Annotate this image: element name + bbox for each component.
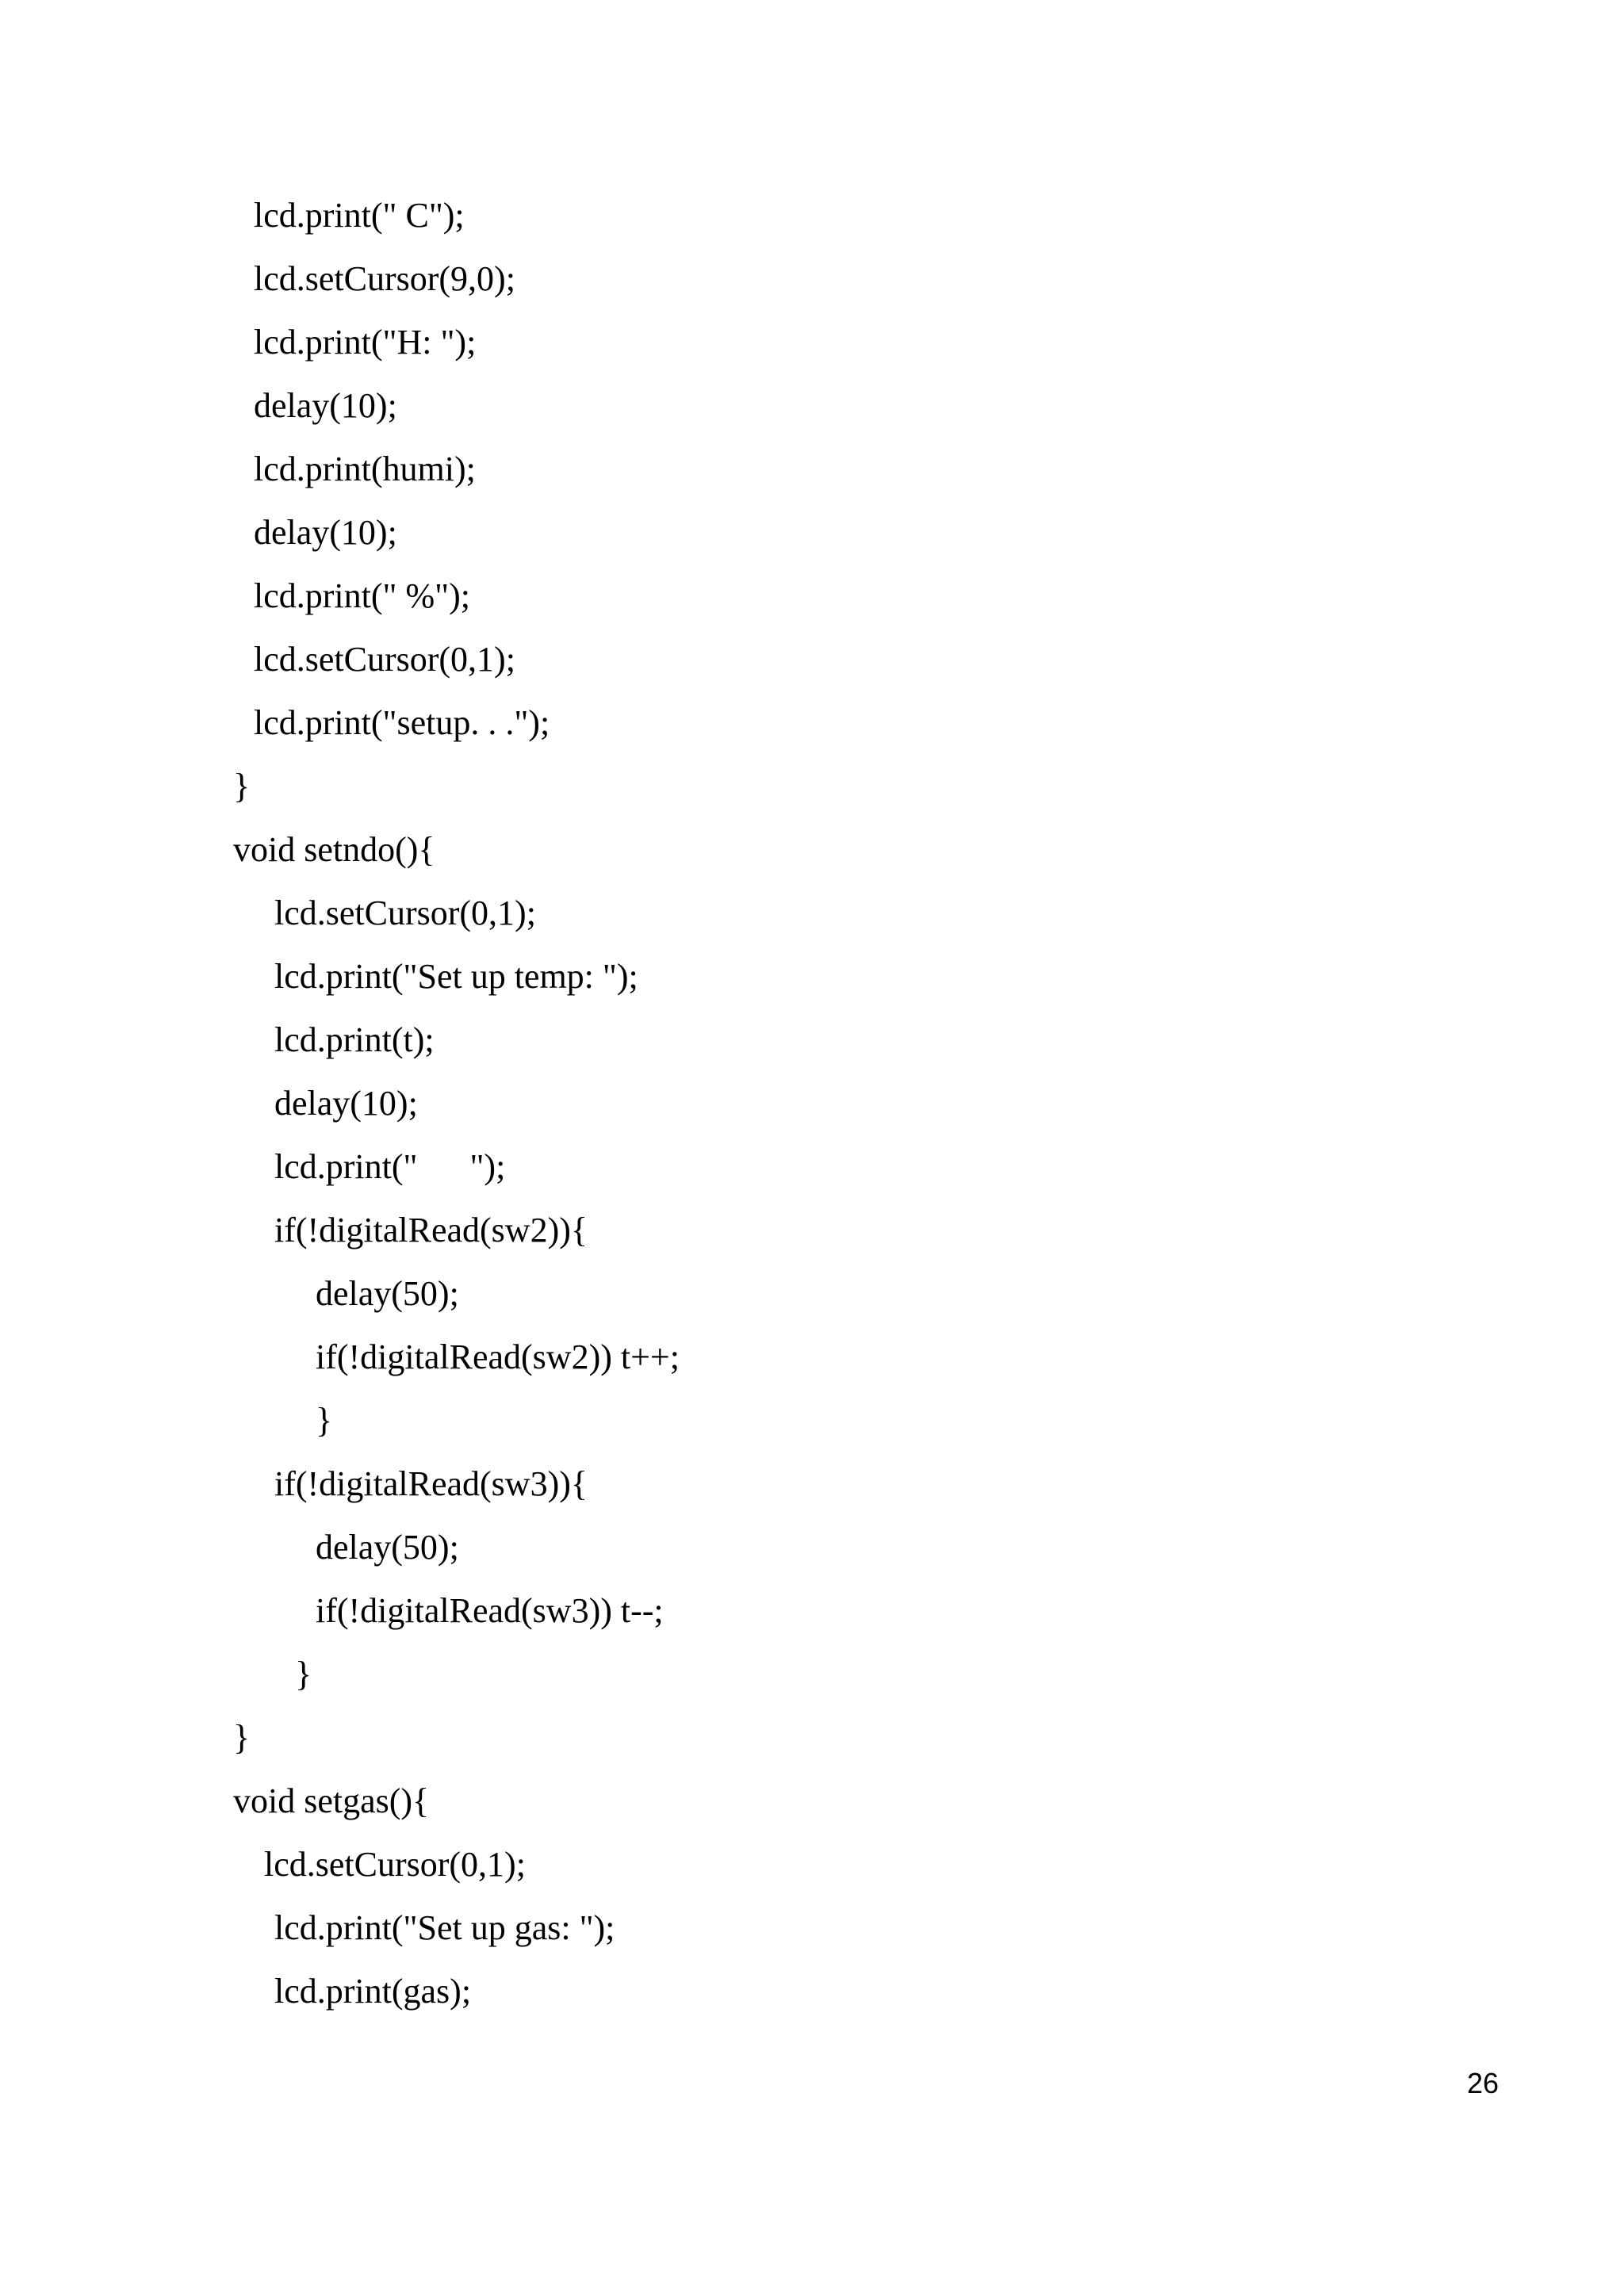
code-line: lcd.print(" C"); bbox=[254, 196, 465, 235]
code-line: lcd.print(" %"); bbox=[254, 576, 470, 615]
code-line: delay(10); bbox=[254, 513, 397, 552]
code-line: lcd.print(humi); bbox=[254, 450, 476, 488]
code-line: } bbox=[233, 1718, 251, 1757]
code-line: } bbox=[233, 767, 251, 806]
code-line: lcd.setCursor(0,1); bbox=[254, 640, 515, 679]
code-line: lcd.print(gas); bbox=[274, 1972, 472, 2011]
code-line: lcd.print("setup. . ."); bbox=[254, 703, 550, 742]
code-line: delay(50); bbox=[316, 1528, 459, 1567]
code-line: lcd.setCursor(0,1); bbox=[264, 1845, 526, 1884]
code-line: delay(10); bbox=[254, 386, 397, 425]
code-line: if(!digitalRead(sw2)){ bbox=[274, 1211, 588, 1249]
code-line: if(!digitalRead(sw3)) t--; bbox=[316, 1591, 664, 1630]
code-line: if(!digitalRead(sw2)) t++; bbox=[316, 1337, 680, 1376]
code-line: } bbox=[295, 1655, 312, 1693]
code-line: lcd.setCursor(0,1); bbox=[274, 894, 536, 932]
code-line: lcd.print(" "); bbox=[274, 1147, 506, 1186]
code-line: lcd.print("H: "); bbox=[254, 323, 477, 362]
code-line: } bbox=[316, 1401, 333, 1440]
code-line: lcd.print("Set up temp: "); bbox=[274, 957, 638, 996]
page-number: 26 bbox=[1466, 2067, 1499, 2099]
code-line: if(!digitalRead(sw3)){ bbox=[274, 1464, 588, 1503]
code-line: lcd.setCursor(9,0); bbox=[254, 259, 515, 298]
code-line: lcd.print(t); bbox=[274, 1020, 435, 1059]
code-line: void setndo(){ bbox=[233, 830, 435, 869]
code-line: delay(50); bbox=[316, 1274, 459, 1313]
code-line: lcd.print("Set up gas: "); bbox=[274, 1908, 615, 1947]
code-line: void setgas(){ bbox=[233, 1781, 430, 1820]
code-line: delay(10); bbox=[274, 1084, 418, 1123]
